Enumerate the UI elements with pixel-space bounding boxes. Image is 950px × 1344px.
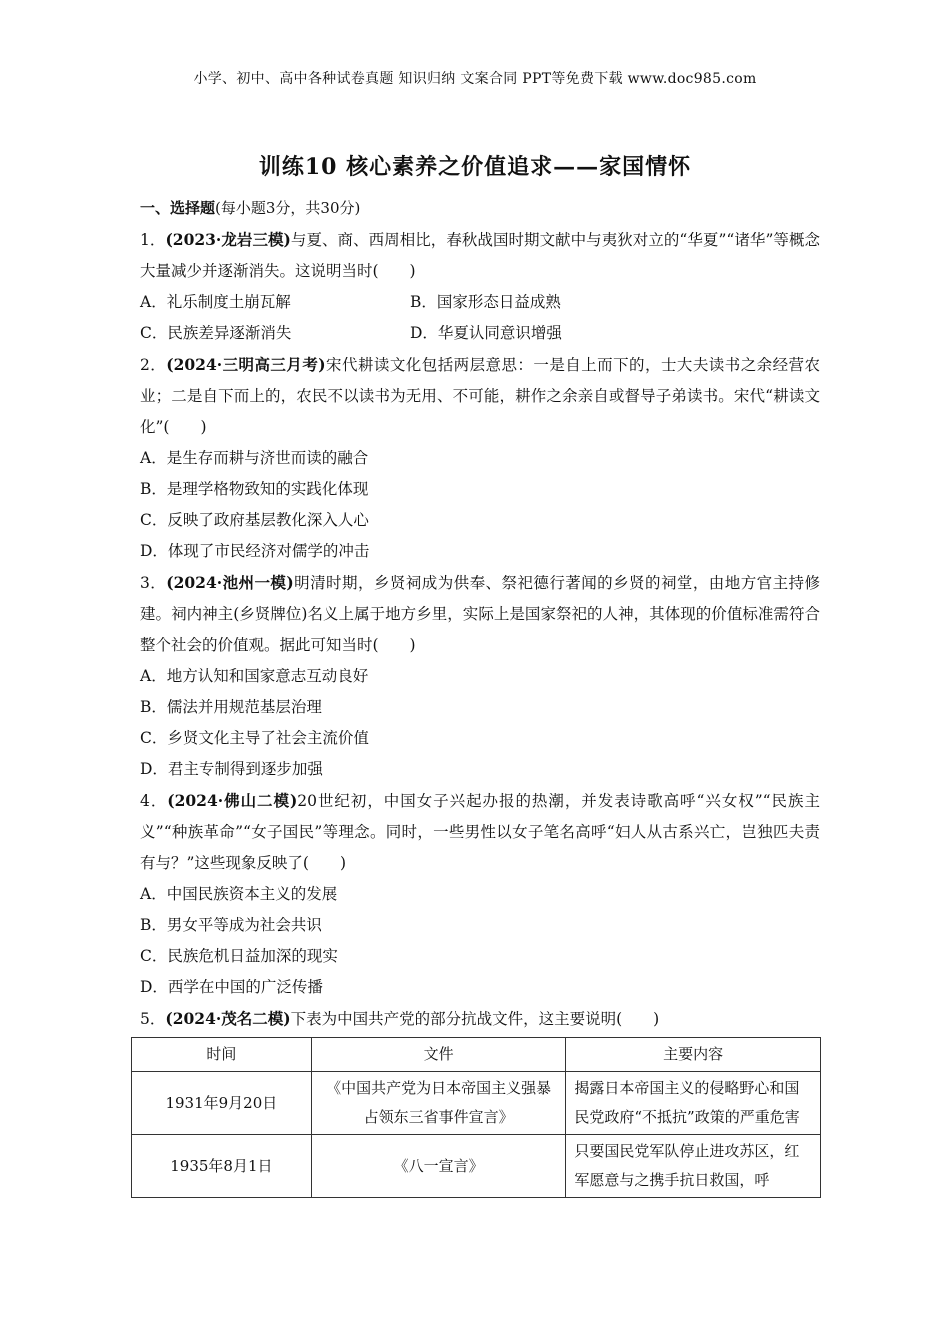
options-row [140, 287, 820, 318]
question-number: 1． [140, 231, 166, 249]
documents-table [131, 1037, 821, 1198]
question-number: 3． [140, 574, 167, 592]
table-cell-date: 1931年9月20日 [132, 1072, 312, 1135]
question-2 [140, 349, 820, 443]
option-c: C．乡贤文化主导了社会主流价值 [140, 729, 369, 747]
table-header: 时间 [132, 1038, 312, 1072]
page-title: 训练10 核心素养之价值追求——家国情怀 [258, 154, 692, 180]
option-d: D．西学在中国的广泛传播 [140, 978, 323, 996]
section-note: (每小题3分，共30分) [215, 199, 361, 217]
option-d: D．华夏认同意识增强 [410, 324, 562, 342]
options-row [140, 318, 820, 349]
section-label: 一、选择题 [140, 199, 216, 217]
question-stem: 下表为中国共产党的部分抗战文件，这主要说明( ) [290, 1010, 660, 1028]
option-c: C．民族危机日益加深的现实 [140, 947, 338, 965]
table-cell-document: 《八一宣言》 [311, 1135, 566, 1198]
page-header: 小学、初中、高中各种试卷真题 知识归纳 文案合同 PPT等免费下载 www.doc985.com [193, 71, 757, 87]
option-a: A．地方认知和国家意志互动良好 [140, 667, 369, 685]
question-source: (2024·佛山二模) [167, 791, 298, 810]
option-d: D．体现了市民经济对儒学的冲击 [140, 542, 370, 560]
option-a: A．礼乐制度土崩瓦解 [140, 293, 291, 311]
question-source: (2023·龙岩三模) [165, 230, 291, 249]
question-stem: 明清时期，乡贤祠成为供奉、祭祀德行著闻的乡贤的祠堂，由地方官主持修建。祠内神主(乡贤牌位)名义上属于地方乡里，实际上是国家祭祀的人神，其体现的价值标准需符合整个社会的价值观。据此可知当时( ) [140, 574, 820, 654]
table-row [132, 1072, 821, 1135]
option-b: B．男女平等成为社会共识 [140, 916, 322, 934]
table-cell-document: 《中国共产党为日本帝国主义强暴占领东三省事件宣言》 [311, 1072, 566, 1135]
table-header: 主要内容 [566, 1038, 821, 1072]
option-b: B．是理学格物致知的实践化体现 [140, 480, 369, 498]
question-3 [140, 567, 820, 661]
option-d: D．君主专制得到逐步加强 [140, 760, 323, 778]
question-source: (2024·池州一模) [166, 573, 294, 592]
question-stem: 与夏、商、西周相比，春秋战国时期文献中与夷狄对立的“华夏”“诸华”等概念大量减少并逐渐消失。这说明当时( ) [140, 231, 820, 280]
table-cell-content: 只要国民党军队停止进攻苏区，红军愿意与之携手抗日救国，呼 [566, 1135, 821, 1198]
document-body [140, 196, 820, 1198]
question-stem: 宋代耕读文化包括两层意思：一是自上而下的，士大夫读书之余经营农业；二是自下而上的，农民不以读书为无用、不可能，耕作之余亲自或督导子弟读书。宋代“耕读文化”( ) [140, 356, 820, 436]
table-cell-date: 1935年8月1日 [132, 1135, 312, 1198]
option-a: A．是生存而耕与济世而读的融合 [140, 449, 369, 467]
option-b: B．儒法并用规范基层治理 [140, 698, 322, 716]
question-number: 5． [140, 1010, 166, 1028]
table-header-row [132, 1038, 821, 1072]
question-number: 2． [140, 356, 167, 374]
question-stem: 20世纪初，中国女子兴起办报的热潮，并发表诗歌高呼“兴女权”“民族主义”“种族革命”“女子国民”等理念。同时，一些男性以女子笔名高呼“妇人从古系兴亡，岂独匹夫责有与？”这些现象反映了( ) [140, 792, 820, 872]
option-c: C．反映了政府基层教化深入人心 [140, 511, 369, 529]
question-1 [140, 224, 820, 287]
option-a: A．中国民族资本主义的发展 [140, 885, 338, 903]
question-number: 4． [140, 792, 168, 810]
question-5 [140, 1003, 820, 1035]
table-header: 文件 [311, 1038, 566, 1072]
question-4 [140, 785, 820, 879]
question-source: (2024·三明高三月考) [166, 355, 326, 374]
table-cell-content: 揭露日本帝国主义的侵略野心和国民党政府“不抵抗”政策的严重危害 [566, 1072, 821, 1135]
section-heading [140, 196, 820, 220]
option-c: C．民族差异逐渐消失 [140, 324, 292, 342]
option-b: B．国家形态日益成熟 [410, 293, 561, 311]
table-row [132, 1135, 821, 1198]
question-source: (2024·茂名二模) [165, 1009, 291, 1028]
